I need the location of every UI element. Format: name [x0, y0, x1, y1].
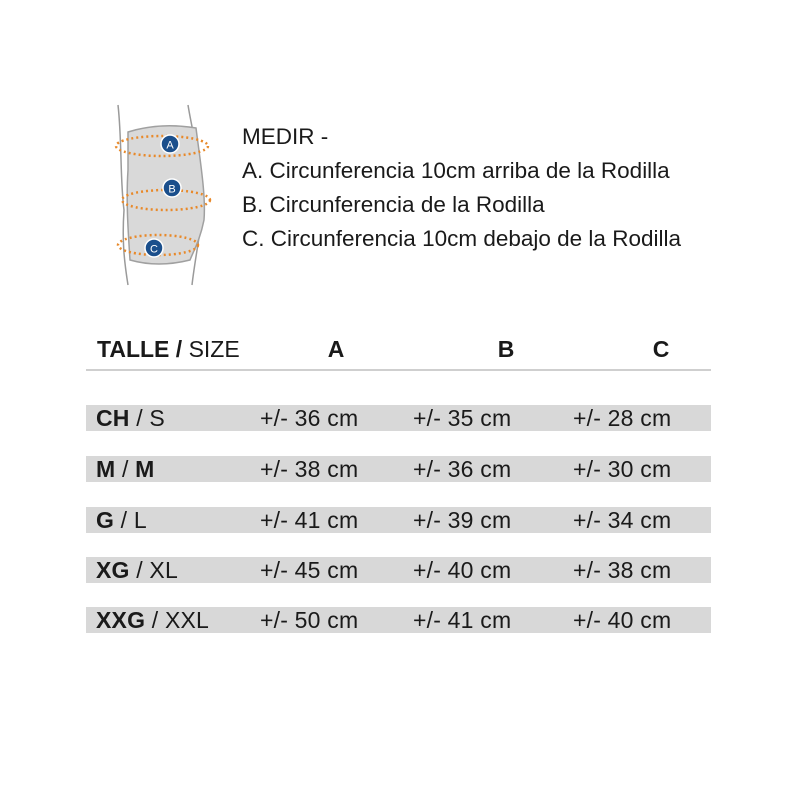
size-es: XXG: [96, 607, 146, 633]
measurement-legend: [242, 120, 681, 256]
header-size: SIZE: [188, 336, 240, 362]
cell-b: +/- 36 cm: [413, 456, 512, 482]
cell-b: +/- 35 cm: [413, 405, 512, 431]
header-size-label: [97, 334, 240, 364]
cell-b: +/- 39 cm: [413, 507, 512, 533]
size-sep: /: [129, 557, 150, 583]
table-row: [86, 507, 711, 533]
row-size: [96, 454, 155, 484]
legend-line-a: A. Circunferencia 10cm arriba de la Rodilla: [242, 158, 670, 183]
cell-b: +/- 40 cm: [413, 557, 512, 583]
header-col-c: C: [652, 336, 670, 362]
header-divider: [86, 369, 711, 371]
cell-a: +/- 36 cm: [260, 405, 359, 431]
row-size: [96, 403, 165, 433]
size-en: M: [135, 456, 155, 482]
size-en: XXL: [164, 607, 210, 633]
row-size: [96, 505, 147, 535]
table-row: [86, 456, 711, 482]
cell-a: +/- 50 cm: [260, 607, 359, 633]
knee-measurement-diagram: [100, 100, 220, 290]
svg-text:B: B: [168, 183, 176, 196]
legend-line-b: B. Circunferencia de la Rodilla: [242, 192, 545, 217]
cell-c: +/- 28 cm: [573, 405, 672, 431]
cell-a: +/- 41 cm: [260, 507, 359, 533]
size-es: XG: [96, 557, 130, 583]
cell-a: +/- 38 cm: [260, 456, 359, 482]
table-row: [86, 557, 711, 583]
size-sep: /: [129, 405, 150, 431]
header-slash: /: [169, 336, 189, 362]
size-en: S: [149, 405, 165, 431]
marker-a-icon: [161, 135, 179, 153]
cell-b: +/- 41 cm: [413, 607, 512, 633]
size-sep: /: [114, 507, 134, 533]
cell-c: +/- 38 cm: [573, 557, 672, 583]
row-size: [96, 605, 209, 635]
header-col-b: B: [497, 336, 515, 362]
cell-c: +/- 34 cm: [573, 507, 672, 533]
svg-text:C: C: [150, 243, 158, 256]
size-en: XL: [149, 557, 178, 583]
cell-c: +/- 30 cm: [573, 456, 672, 482]
table-row: [86, 405, 711, 431]
row-size: [96, 555, 178, 585]
legend-line-c: C. Circunferencia 10cm debajo de la Rodilla: [242, 226, 681, 251]
size-sep: /: [115, 456, 136, 482]
size-sep: /: [145, 607, 165, 633]
size-es: M: [96, 456, 116, 482]
cell-c: +/- 40 cm: [573, 607, 672, 633]
marker-b-icon: [163, 179, 181, 197]
marker-c-icon: [145, 239, 163, 257]
size-es: G: [96, 507, 115, 533]
legend-heading: MEDIR -: [242, 124, 329, 149]
table-row: [86, 607, 711, 633]
header-col-a: A: [327, 336, 345, 362]
header-talle: TALLE: [97, 336, 170, 362]
size-en: L: [133, 507, 147, 533]
size-table-header: [97, 334, 711, 368]
svg-text:A: A: [166, 139, 174, 152]
size-es: CH: [96, 405, 130, 431]
cell-a: +/- 45 cm: [260, 557, 359, 583]
